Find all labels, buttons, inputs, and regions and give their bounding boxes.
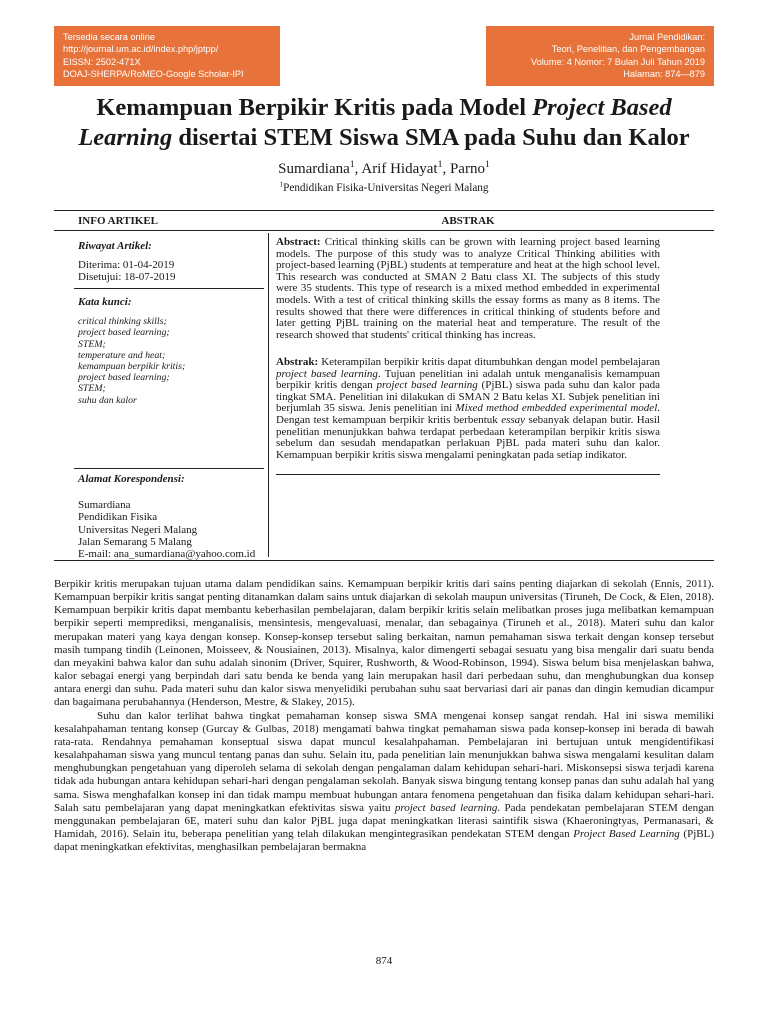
affiliation	[54, 181, 714, 195]
journal-volume: Volume: 4 Nomor: 7 Bulan Juli Tahun 2019	[531, 56, 705, 67]
correspondence-line: Jalan Semarang 5 Malang	[78, 535, 192, 548]
keywords-section	[78, 296, 264, 406]
abstract-id-text: . Dengan test kemampuan berpikir kritis berbentuk	[276, 402, 660, 426]
paragraph-italic: project based learning	[394, 801, 498, 814]
keyword: suhu dan kalor	[78, 394, 137, 406]
journal-subtitle: Teori, Penelitian, dan Pengembangan	[551, 44, 705, 55]
paragraph-2	[54, 710, 714, 855]
abstract-en-label: Abstract:	[276, 236, 321, 248]
body-text	[54, 578, 714, 854]
abstract-id-italic: project based learning	[376, 379, 478, 392]
eissn-text: EISSN: 2502-471X	[63, 56, 141, 67]
accepted-date: Disetujui: 18-07-2019	[78, 271, 176, 284]
keyword: project based learning;	[78, 327, 170, 339]
author-separator: ,	[442, 161, 450, 177]
journal-pages: Halaman: 874—879	[623, 69, 705, 80]
table-top-rule	[54, 210, 714, 211]
correspondence-line: Sumardiana	[78, 499, 131, 512]
keyword: critical thinking skills;	[78, 316, 167, 328]
article-history	[78, 240, 264, 284]
author-list	[54, 160, 714, 178]
journal-info-left	[54, 26, 280, 86]
journal-url[interactable]: http://journal.um.ac.id/index.php/jptpp/	[63, 44, 219, 55]
paragraph-text: Suhu dan kalor terlihat bahwa tingkat pemahaman konsep siswa SMA mengenai konsep sangat rendah. Hal ini siswa memiliki kesalahpahaman tentang konsep (Gurcay & Gulbas, 2018) mengamati bahwa tingkat pemahaman siswa pada konsep-konsep ini berada di bawah rata-rata. Rendahnya pemahaman konseptual siswa dapat muncul kesalahpahaman. Pembelajaran ini bertujuan untuk mengidentifikasi kesalahpahaman siswa yang muncul tentang panas dan suhu. Selain itu, pada penelitian lain menunjukkan bahwa siswa mengalami kesulitan dalam menghubungkan pengetahuan yang diperoleh selama di sekolah dengan pengalaman dalam kehidupan sehari-hari. Miskonsepsi siswa terjadi karena tidak ada hubungan antara kehidupan sehari-hari dengan pengalaman sekolah. Banyak siswa bingung tentang konsep panas dan suhu adalah hal yang sama. Siswa menghafalkan konsep ini dan tidak mampu membuat hubungan antara fenomena pengetahuan dan fisika dalam kehidupan sehari-hari. Salah satu pembelajaran yang dapat meningkatkan efektivitas siswa yaitu	[54, 709, 714, 814]
author-3: Parno	[449, 161, 485, 177]
paragraph-text: . Pada pendekatan pembelajaran STEM dengan menggunakan pembelajaran 6E, materi suhu dan kalor PjBL juga dapat meningkatkan literasi saintifik siswa (Khaeroningtyas, Permanasari, & Hamidah, 2016). Selain itu, beberapa penelitian yang telah dilakukan mengintegrasikan pendekatan STEM dengan	[54, 801, 714, 840]
abstract-en-text: Critical thinking skills can be grown with learning project based learning models. The purpose of this study was to analyze Critical Thinking abilities with project-based learning (PjBL) students at temperature and heat at the high school level. This research was conducted at SMAN 2 Batu class XI. The subjects of this study were 35 students. This type of research is a mixed method embedded in experimental models. With a test of critical thinking skills the essay forms as many as 8 items. The results showed that there were differences in critical thinking of students before and later getting PjBL training on the material heat and temperature. The result of the research showed that students' critical thinking has increas.	[276, 236, 660, 341]
title-italic: Project Based Learning	[78, 94, 672, 151]
author-3-affil: 1	[484, 159, 490, 170]
author-1: Sumardiana	[278, 161, 350, 177]
abstract-id-text: Keterampilan berpikir kritis dapat ditumbuhkan dengan model pembelajaran	[321, 356, 661, 368]
correspondence-section	[78, 473, 264, 560]
abstract-id-text: sebanyak delapan butir. Hasil penelitian menunjukkan bahwa terdapat perbedaan keterampilan berpikir kritis siswa sebelum dan sesudah mendapatkan perlakuan PjBL pada materi suhu dan kalor. Kemampuan berpikir kritis siswa mengalami peningkatan pada setiap indikator.	[276, 413, 660, 461]
abstract-id-text: (PjBL) siswa pada suhu dan kalor pada tingkat SMA. Penelitian ini dilakukan di SMAN 2 Batu kelas XI. Subjek penelitian ini berjumlah 35 siswa. Jenis penelitian ini	[276, 379, 660, 415]
keyword: project based learning;	[78, 372, 170, 384]
received-date: Diterima: 01-04-2019	[78, 259, 175, 272]
title-part-2: disertai STEM Siswa SMA pada Suhu dan Kalor	[172, 124, 690, 151]
author-2-affil: 1	[437, 159, 443, 170]
abstract-id-italic: Mixed method embedded experimental model	[455, 402, 658, 415]
table-header-rule	[54, 230, 714, 231]
keyword: kemampuan berpikir kritis;	[78, 361, 186, 373]
title-part-1: Kemampuan Berpikir Kritis pada Model	[96, 94, 533, 121]
affiliation-marker: 1	[279, 180, 284, 189]
abstract-heading: ABSTRAK	[441, 215, 495, 227]
author-1-affil: 1	[349, 159, 355, 170]
paragraph-text: (PjBL) dapat meningkatkan efektivitas, menghasilkan pembelajaran bermakna	[54, 827, 714, 854]
abstract-id-text: . Tujuan penelitian ini adalah untuk menganalisis kemampuan berpikir kritis dengan	[276, 367, 660, 392]
keywords-label: Kata kunci:	[78, 296, 132, 308]
history-label: Riwayat Artikel:	[78, 240, 152, 252]
keyword: STEM;	[78, 338, 106, 350]
abstract-indonesian	[276, 357, 660, 461]
availability-text: Tersedia secara online	[63, 32, 155, 42]
keyword: temperature and heat;	[78, 349, 166, 361]
author-2: Arif Hidayat	[361, 161, 438, 177]
affiliation-text: Pendidikan Fisika-Universitas Negeri Malang	[283, 182, 489, 194]
correspondence-line: Universitas Negeri Malang	[78, 523, 198, 536]
journal-name: Jurnal Pendidikan:	[629, 32, 705, 42]
paragraph-1: Berpikir kritis merupakan tujuan utama dalam pendidikan sains. Kemampuan berpikir kritis dari sains penting diajarkan di sekolah (Ennis, 2011). Kemampuan berpikir kritis sangat penting ditanamkan dalam sains untuk diajarkan di sekolah maupun universitas (Tiruneh, De Cock, & Elen, 2018). Kemampuan berpikir kritis dapat membantu keberhasilan pembelajaran, dalam berpikir kritis selain melibatkan proses juga melibatkan kemampuan berpikir seperti memprediksi, menganalisis, mensintesis, mengevaluasi, menalar, dan sebagainya (Tiruneh et al., 2018). Materi suhu dan kalor merupakan materi yang kaya dengan konsep. Konsep-konsep tersebut saling berkaitan, namun pemahaman siswa terkait dengan konsep tersebut masih tumpang tindih (Leinonen, Moisseev, & Nousiainen, 2013). Misalnya, kalor dimengerti sebagai sesuatu yang bisa mengalir dari suatu benda dan meyakini bahwa kalor dan suhu adalah sinonim (Driver, Squirer, Rushworth, & Wood-Robinson, 1994). Siswa belum bisa menjelaskan bahwa, kalor sebagai energi yang berpindah dari satu benda ke benda yang lain merupakan hasil dari perbedaan suhu, dan menghubungkan dua konsep antara energi dan suhu. Pada materi suhu dan kalor siswa menyelidiki perubahan suhu saat bervariasi dari air panas dan dingin kemudian dicampur dan bagaimana perubahannya (Henderson, Mestre, & Slakey, 2015).	[54, 578, 714, 709]
correspondence-email[interactable]: E-mail: ana_sumardiana@yahoo.com.id	[78, 548, 256, 561]
abstract-id-italic: essay	[501, 413, 526, 426]
paragraph-italic: Project Based Learning	[573, 827, 680, 840]
correspondence-line: Pendidikan Fisika	[78, 511, 158, 524]
info-heading: INFO ARTIKEL	[78, 215, 158, 227]
abstract-english	[276, 237, 660, 341]
abstract-id-label: Abstrak:	[276, 356, 319, 368]
indexing-text: DOAJ-SHERPA/RoMEO-Google Scholar-IPI	[63, 69, 244, 80]
correspondence-label: Alamat Korespondensi:	[78, 473, 185, 485]
keyword: STEM;	[78, 383, 106, 395]
paper-title	[54, 93, 714, 153]
keywords-divider	[74, 468, 264, 469]
info-divider	[74, 288, 264, 289]
author-separator: ,	[354, 161, 362, 177]
abstract-id-italic: project based learning	[276, 367, 378, 380]
abstract-end-rule	[276, 474, 660, 475]
page-number: 874	[375, 955, 393, 967]
journal-info-right	[486, 26, 714, 86]
column-divider	[268, 233, 269, 557]
